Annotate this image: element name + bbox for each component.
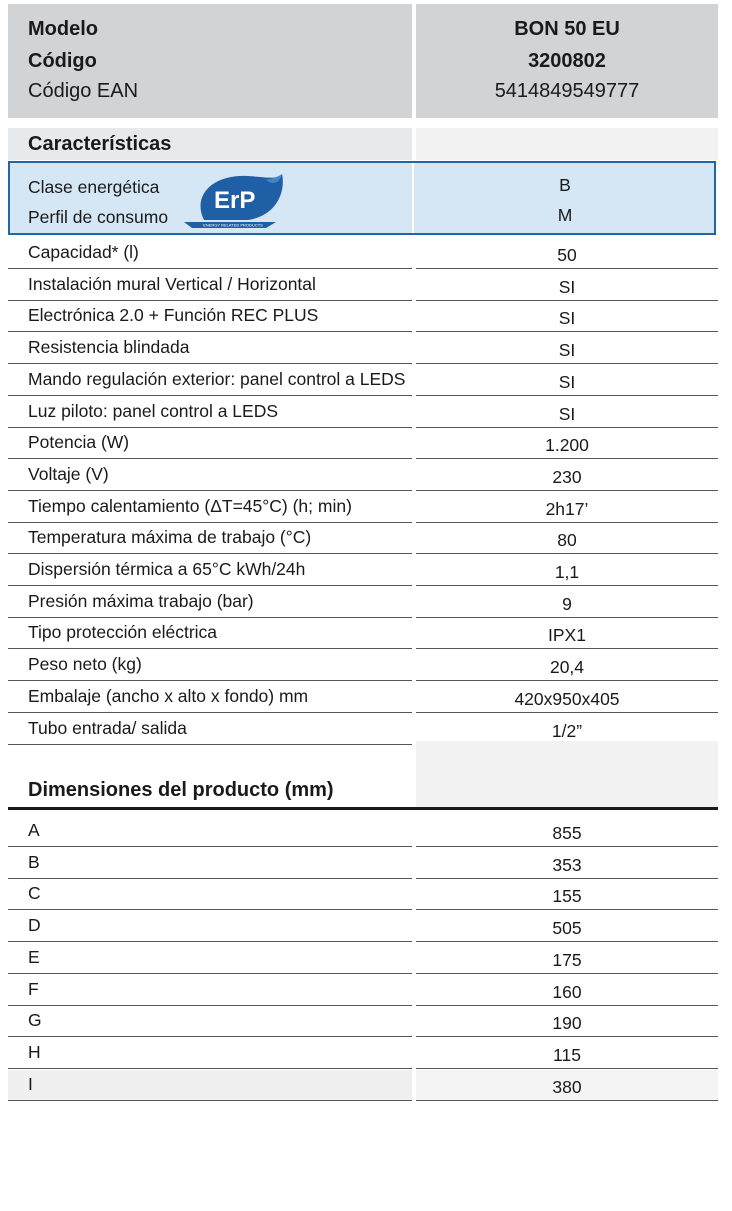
row-label: Luz piloto: panel control a LEDS	[28, 400, 279, 421]
row-label: Electrónica 2.0 + Función REC PLUS	[28, 305, 319, 326]
model-value: BON 50 EU	[514, 18, 620, 40]
energy-band	[8, 161, 716, 235]
table-row	[8, 523, 718, 554]
row-label-cell	[8, 301, 412, 332]
row-value-cell	[416, 1006, 718, 1037]
row-value-cell	[416, 816, 718, 847]
row-value-cell	[416, 397, 718, 428]
row-label: C	[28, 883, 41, 904]
energy-class-label: Clase energética	[28, 177, 160, 197]
row-value: 50	[557, 245, 577, 265]
row-label: Instalación mural Vertical / Horizontal	[28, 273, 316, 294]
table-row	[8, 714, 718, 745]
row-value: SI	[558, 403, 576, 424]
row-value-cell	[416, 682, 718, 713]
table-row	[8, 1070, 718, 1101]
row-label: B	[28, 851, 40, 872]
row-label: Capacidad* (l)	[28, 242, 139, 262]
row-label-cell	[8, 365, 412, 396]
row-value-cell	[416, 555, 718, 586]
row-value-cell	[416, 848, 718, 879]
row-value: SI	[558, 371, 576, 392]
table-row	[8, 1006, 718, 1037]
table-row	[8, 1038, 718, 1069]
row-value-cell	[416, 1070, 718, 1101]
row-value: SI	[558, 340, 576, 361]
erp-logo-icon	[178, 170, 288, 230]
row-value-cell	[416, 1038, 718, 1069]
row-label-cell	[8, 428, 412, 459]
ean-label: Código EAN	[28, 80, 139, 102]
table-row	[8, 555, 718, 586]
model-label: Modelo	[28, 18, 98, 40]
row-value-cell	[416, 365, 718, 396]
row-value-cell	[416, 587, 718, 618]
row-value-cell	[416, 492, 718, 523]
dimensions-section-header	[8, 741, 718, 807]
row-label-cell	[8, 848, 412, 879]
row-value: 190	[552, 1013, 582, 1034]
row-label: Tipo protección eléctrica	[28, 622, 218, 643]
row-value: 155	[552, 886, 582, 907]
row-value: IPX1	[548, 625, 586, 646]
row-label-cell	[8, 492, 412, 523]
table-row	[8, 618, 718, 649]
row-value: 505	[552, 918, 582, 939]
table-row	[8, 816, 718, 847]
row-value-cell	[416, 270, 718, 301]
table-row	[8, 587, 718, 618]
row-value: 160	[552, 981, 582, 1002]
svg-text:ErP: ErP	[214, 187, 256, 214]
features-section-header	[8, 128, 718, 160]
row-value-cell	[416, 650, 718, 681]
dimensions-title: Dimensiones del producto (mm)	[28, 779, 334, 801]
row-value-cell	[416, 879, 718, 910]
row-label: D	[28, 915, 41, 936]
row-value: 2h17’	[545, 498, 589, 519]
row-label-cell	[8, 397, 412, 428]
row-label: H	[28, 1041, 41, 1062]
row-value-cell	[416, 975, 718, 1006]
row-label-cell	[8, 618, 412, 649]
row-label-cell	[8, 816, 412, 847]
table-row	[8, 650, 718, 681]
table-row	[8, 682, 718, 713]
row-label-cell	[8, 650, 412, 681]
table-row	[8, 428, 718, 459]
table-row	[8, 365, 718, 396]
product-header	[8, 4, 718, 118]
row-label: G	[28, 1010, 42, 1031]
row-label-cell	[8, 975, 412, 1006]
row-label-cell	[8, 555, 412, 586]
row-label: I	[28, 1073, 33, 1094]
row-value: 20,4	[549, 657, 585, 678]
row-label-cell	[8, 333, 412, 364]
row-label-cell	[8, 523, 412, 554]
row-label-cell	[8, 1070, 412, 1101]
row-value: 80	[557, 530, 577, 551]
row-value-cell	[416, 714, 718, 745]
row-label: Peso neto (kg)	[28, 654, 142, 675]
row-value-cell	[416, 333, 718, 364]
code-label: Código	[28, 50, 97, 72]
row-value-cell	[416, 523, 718, 554]
row-label: F	[28, 978, 39, 999]
table-row	[8, 879, 718, 910]
row-value: 1/2”	[551, 720, 583, 741]
row-label-cell	[8, 460, 412, 491]
row-value-cell	[416, 301, 718, 332]
row-value: 380	[552, 1076, 582, 1097]
features-title: Características	[28, 133, 172, 155]
consumption-profile-label: Perfil de consumo	[28, 207, 169, 227]
row-label-cell	[8, 879, 412, 910]
row-label: Tubo entrada/ salida	[28, 717, 187, 738]
row-value-cell	[416, 943, 718, 974]
table-row	[8, 301, 718, 332]
table-row	[8, 238, 718, 269]
row-label: Embalaje (ancho x alto x fondo) mm	[28, 685, 309, 706]
row-label-cell	[8, 587, 412, 618]
row-label: E	[28, 946, 40, 967]
row-label-cell	[8, 270, 412, 301]
row-label-cell	[8, 1006, 412, 1037]
energy-class-value: B	[559, 175, 571, 195]
row-value-cell	[416, 618, 718, 649]
table-row	[8, 460, 718, 491]
table-row	[8, 270, 718, 301]
row-value: SI	[558, 308, 576, 329]
row-label-cell	[8, 238, 412, 269]
table-row	[8, 492, 718, 523]
row-value: 115	[553, 1044, 581, 1065]
row-label: Resistencia blindada	[28, 337, 190, 358]
row-label: Presión máxima trabajo (bar)	[28, 590, 254, 611]
row-value: SI	[558, 276, 576, 297]
table-row	[8, 943, 718, 974]
table-row	[8, 848, 718, 879]
row-value: 175	[552, 949, 582, 970]
row-value: 230	[552, 466, 582, 487]
dimensions-divider	[8, 807, 718, 810]
row-label: Mando regulación exterior: panel control a LEDS	[28, 368, 406, 389]
table-row	[8, 333, 718, 364]
row-value-cell	[416, 238, 718, 269]
row-value-cell	[416, 460, 718, 491]
row-value: 855	[552, 823, 582, 843]
table-row	[8, 397, 718, 428]
row-value: 9	[562, 593, 572, 614]
row-value-cell	[416, 911, 718, 942]
table-row	[8, 975, 718, 1006]
row-label-cell	[8, 943, 412, 974]
row-label-cell	[8, 911, 412, 942]
table-row	[8, 911, 718, 942]
row-value-cell	[416, 428, 718, 459]
row-value: 1.200	[545, 435, 589, 456]
row-value: 353	[552, 854, 582, 875]
row-label: Dispersión térmica a 65°C kWh/24h	[28, 559, 306, 579]
row-label: Potencia (W)	[28, 432, 130, 453]
row-label: Temperatura máxima de trabajo (°C)	[28, 527, 312, 548]
row-label: A	[28, 820, 40, 840]
row-label-cell	[8, 682, 412, 713]
row-label: Voltaje (V)	[28, 463, 109, 484]
consumption-profile-value: M	[557, 205, 573, 225]
row-label-cell	[8, 1038, 412, 1069]
row-value: 1,1	[554, 562, 580, 582]
row-value: 420x950x405	[514, 688, 620, 709]
row-label: Tiempo calentamiento (ΔT=45°C) (h; min)	[28, 495, 352, 516]
row-label-cell	[8, 714, 412, 745]
code-value: 3200802	[528, 50, 606, 72]
svg-text:ENERGY RELATED PRODUCTS: ENERGY RELATED PRODUCTS	[203, 222, 263, 228]
ean-value: 5414849549777	[494, 80, 640, 102]
